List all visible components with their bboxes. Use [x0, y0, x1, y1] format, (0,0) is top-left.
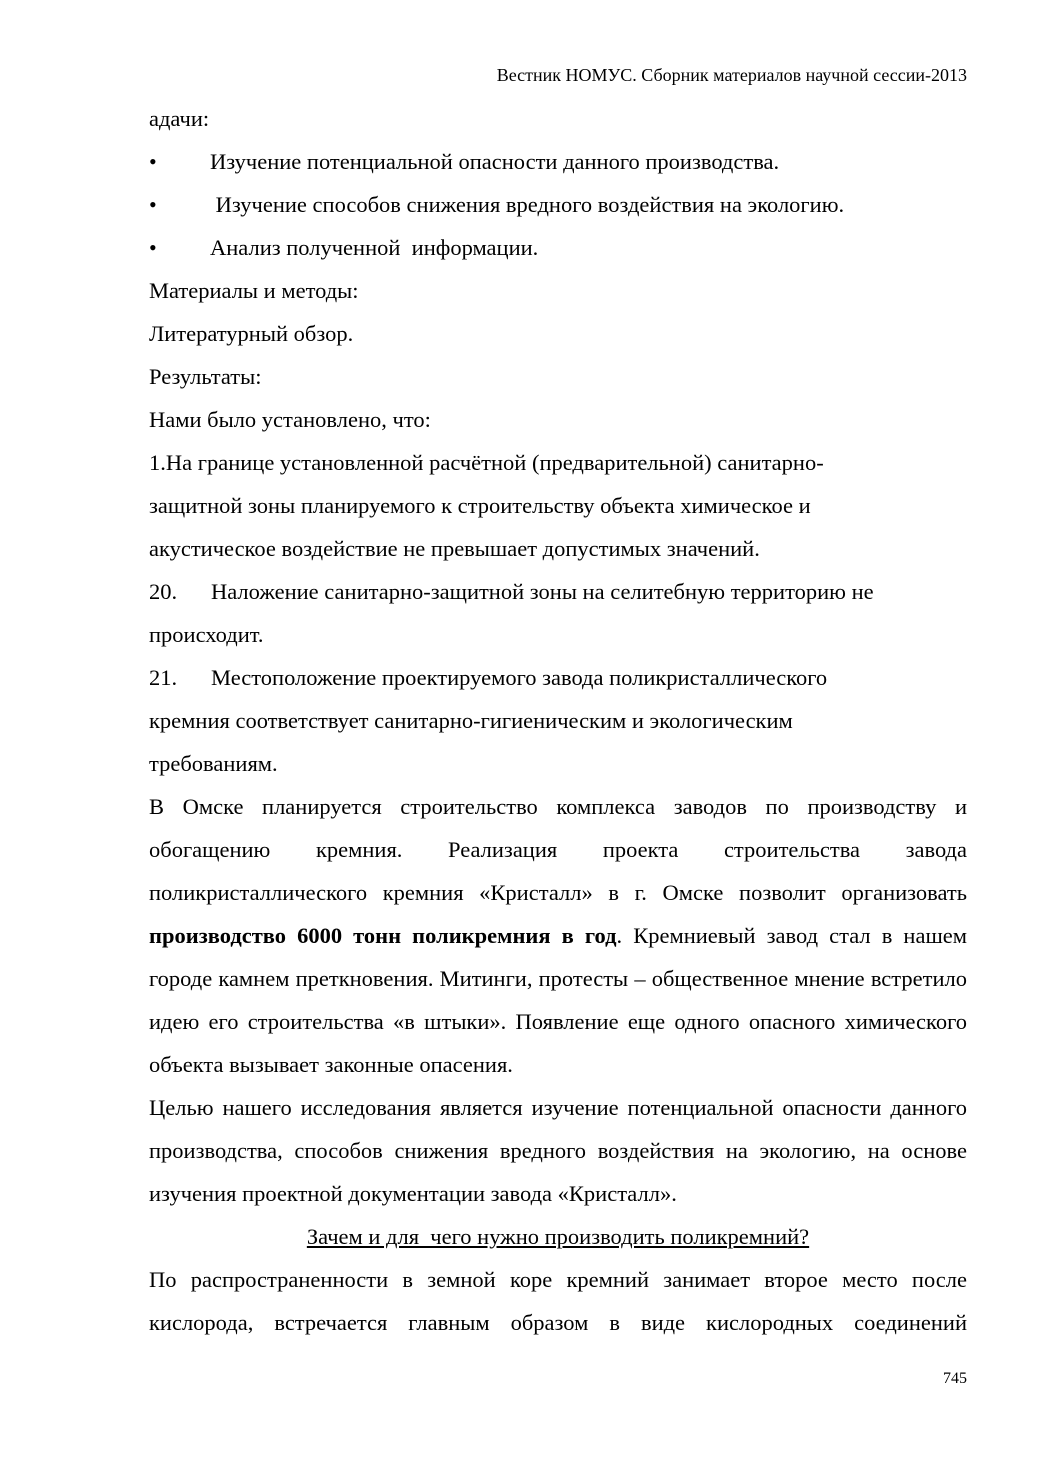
results-intro: Нами было установлено, что: [149, 407, 431, 432]
bold-emphasis: производство 6000 тонн поликремния в год [149, 923, 617, 948]
bullet-icon: • [149, 149, 157, 174]
result-item-1-line: защитной зоны планируемого к строительству объекта химическое и [149, 493, 811, 518]
task-item [149, 226, 967, 269]
task-item [149, 183, 967, 226]
result-item-1-line: 1.На границе установленной расчётной (предварительной) санитарно- [149, 450, 824, 475]
result-item-21-continuation: кремния соответствует санитарно-гигиеническим и экологическим [149, 708, 793, 733]
paragraph-text: В Омске планируется строительство комплекса заводов по производству и обогащению кремния. Реализация проекта строительства завода поликристаллического кремния «Кристалл» в г. Омске позволит организовать [149, 794, 967, 905]
item-number: 20. [149, 579, 178, 604]
result-item-21 [149, 656, 967, 699]
bullet-icon: • [149, 192, 157, 217]
paragraph-silicon: По распространенности в земной коре кремний занимает второе место после кислорода, встречается главным образом в виде кислородных соединений [149, 1267, 967, 1335]
result-item-20-text: Наложение санитарно-защитной зоны на селитебную территорию не [211, 579, 874, 604]
result-item-1-line: акустическое воздействие не превышает допустимых значений. [149, 536, 760, 561]
paragraph-research-goal: Целью нашего исследования является изучение потенциальной опасности данного производства, способов снижения вредного воздействия на экологию, на основе изучения проектной документации завода «Кристалл». [149, 1095, 967, 1206]
section-heading: Зачем и для чего нужно производить поликремний? [306, 1224, 810, 1249]
result-item-21-continuation: требованиям. [149, 751, 278, 776]
results-label: Результаты: [149, 364, 262, 389]
task-item-text: Изучение способов снижения вредного воздействия на экологию. [210, 192, 845, 217]
methods-label: Материалы и методы: [149, 278, 359, 303]
result-item-21-text: Местоположение проектируемого завода поликристаллического [211, 665, 828, 690]
paragraph-omsk-plant [149, 785, 967, 1086]
result-item-20-continuation: происходит. [149, 622, 264, 647]
task-item [149, 140, 967, 183]
task-item-text: Анализ полученной информации. [210, 235, 539, 260]
bullet-icon: • [149, 235, 157, 260]
tasks-label: адачи: [149, 106, 210, 131]
running-header: Вестник НОМУС. Сборник материалов научной сессии-2013 [496, 65, 967, 85]
methods-text: Литературный обзор. [149, 321, 354, 346]
item-number: 21. [149, 665, 178, 690]
result-item-20 [149, 570, 967, 613]
task-item-text: Изучение потенциальной опасности данного производства. [210, 149, 780, 174]
paragraph-text: . Кремниевый завод стал в нашем городе камнем преткновения. Митинги, протесты – общественное мнение встретило идею его строительства «в штыки». Появление еще одного опасного химического объекта вызывает законные опасения. [149, 923, 967, 1077]
page-body [149, 97, 967, 1344]
page-number: 745 [943, 1370, 967, 1387]
